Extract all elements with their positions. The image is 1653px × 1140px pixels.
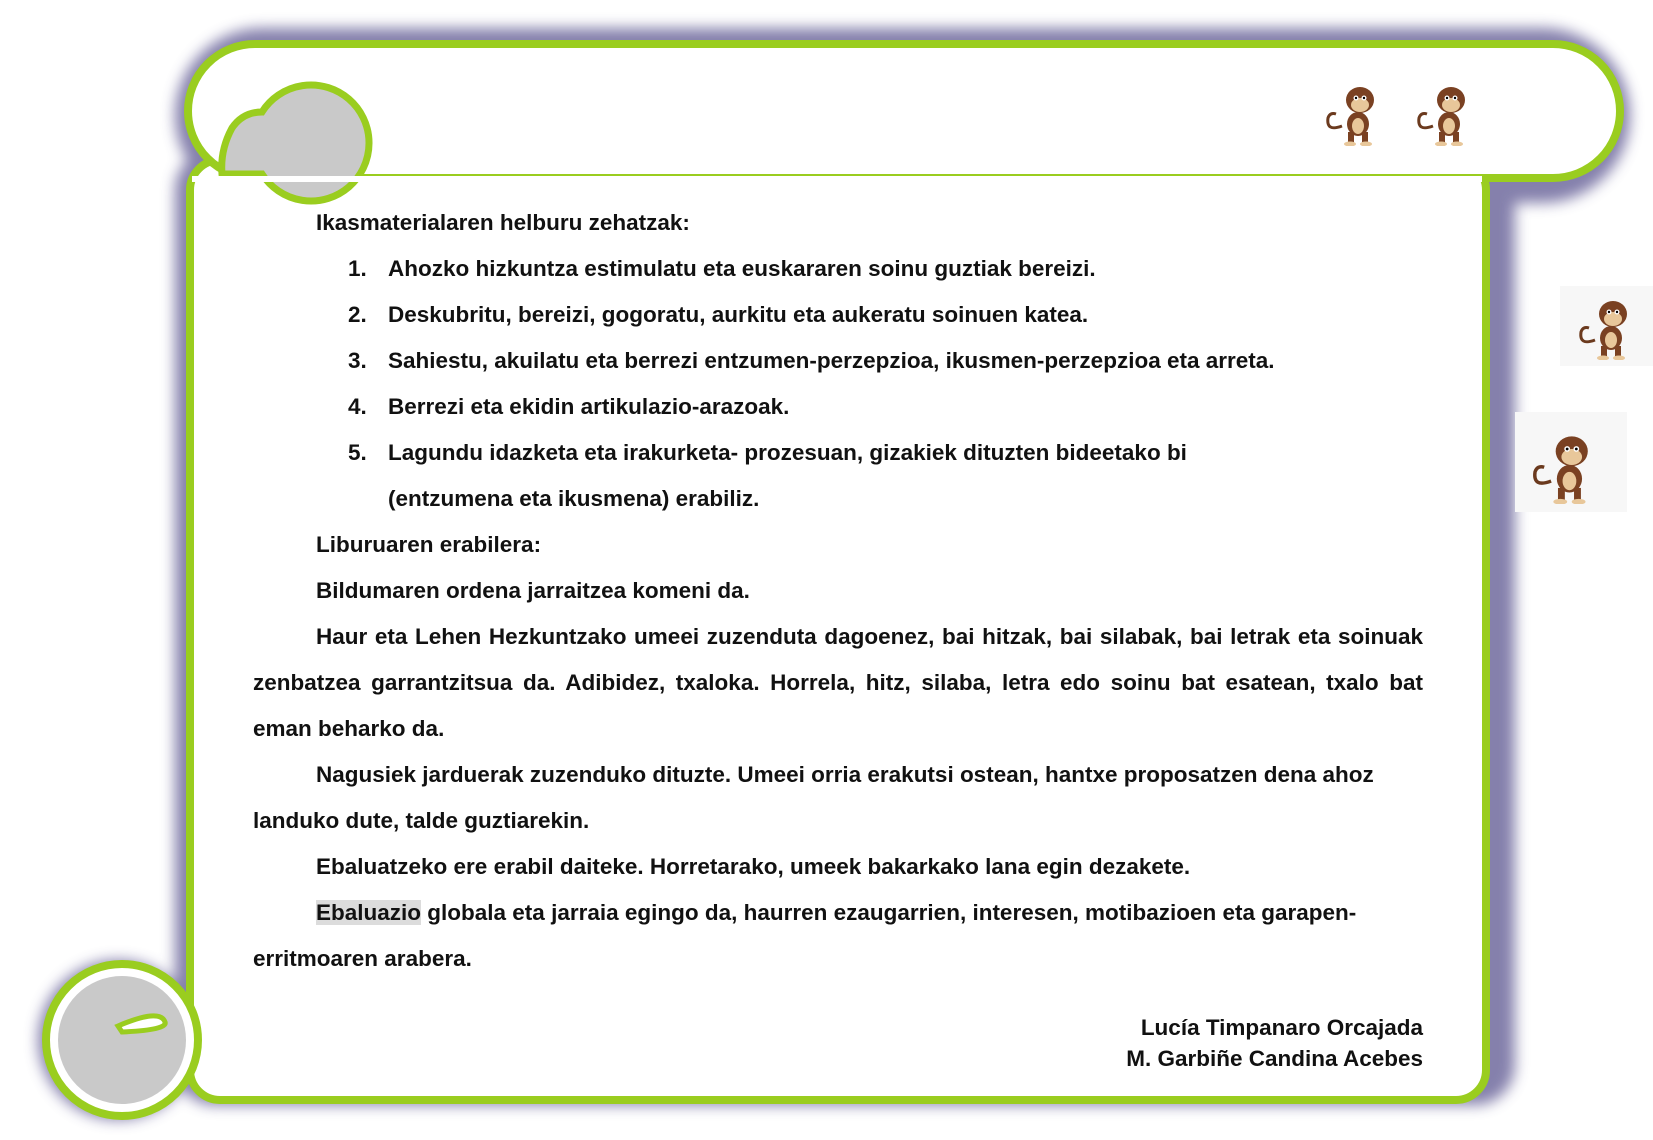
highlighted-word: Ebaluazio — [316, 900, 422, 925]
goals-heading: Ikasmaterialaren helburu zehatzak: — [316, 210, 690, 235]
monkey-icon — [1575, 292, 1641, 360]
list-text: Sahiestu, akuilatu eta berrezi entzumen-perzepzioa, ikusmen-perzepzioa eta arreta. — [388, 348, 1275, 373]
list-item — [253, 338, 1423, 384]
list-item — [253, 292, 1423, 338]
list-text: Deskubritu, bereizi, gogoratu, aurkitu eta aukeratu soinuen katea. — [388, 302, 1089, 327]
list-text: Ahozko hizkuntza estimulatu eta euskararen soinu guztiak bereizi. — [388, 256, 1096, 281]
paragraph-global — [253, 890, 1423, 982]
list-item — [253, 430, 1423, 522]
list-number: 3. — [348, 348, 367, 373]
paragraph-adults: Nagusiek jarduerak zuzenduko dituzte. Umeei orria erakutsi ostean, hantxe proposatzen dena ahoz landuko dute, talde guztiarekin. — [253, 762, 1374, 833]
list-text: Berrezi eta ekidin artikulazio-arazoak. — [388, 394, 790, 419]
list-number: 2. — [348, 302, 367, 327]
document-body — [253, 200, 1423, 982]
paragraph-clap: Haur eta Lehen Hezkuntzako umeei zuzenduta dagoenez, bai hitzak, bai silabak, bai letrak eta soinuak zenbatzea garrantzitsua da. Adibidez, txaloka. Horrela, hitz, silaba, letra edo soinu bat esatean, txalo bat eman beharko da. — [253, 624, 1423, 741]
list-number: 4. — [348, 394, 367, 419]
list-item — [253, 246, 1423, 292]
paragraph-global-text: globala eta jarraia egingo da, haurren ezaugarrien, interesen, motibazioen eta garapen-erritmoaren arabera. — [253, 900, 1357, 971]
paragraph-order: Bildumaren ordena jarraitzea komeni da. — [316, 578, 750, 603]
monkey-icon — [1528, 426, 1604, 504]
paragraph-eval: Ebaluatzeko ere erabil daiteke. Horretarako, umeek bakarkako lana egin dezakete. — [316, 854, 1191, 879]
list-text: Lagundu idazketa eta irakurketa- prozesuan, gizakiek dituzten bideetako bi (entzumena eta ikusmena) erabiliz. — [388, 440, 1187, 511]
usage-heading: Liburuaren erabilera: — [316, 532, 542, 557]
goals-list — [253, 246, 1423, 522]
scroll-top-roll — [188, 44, 1620, 178]
monkey-icon — [1322, 78, 1388, 146]
list-item — [253, 384, 1423, 430]
bottom-curl — [46, 964, 198, 1116]
authors-block — [1126, 1012, 1423, 1074]
list-number: 1. — [348, 256, 367, 281]
monkey-icon — [1413, 78, 1479, 146]
author-name: Lucía Timpanaro Orcajada — [1140, 1015, 1423, 1040]
list-number: 5. — [348, 440, 367, 465]
author-name: M. Garbiñe Candina Acebes — [1126, 1046, 1423, 1071]
